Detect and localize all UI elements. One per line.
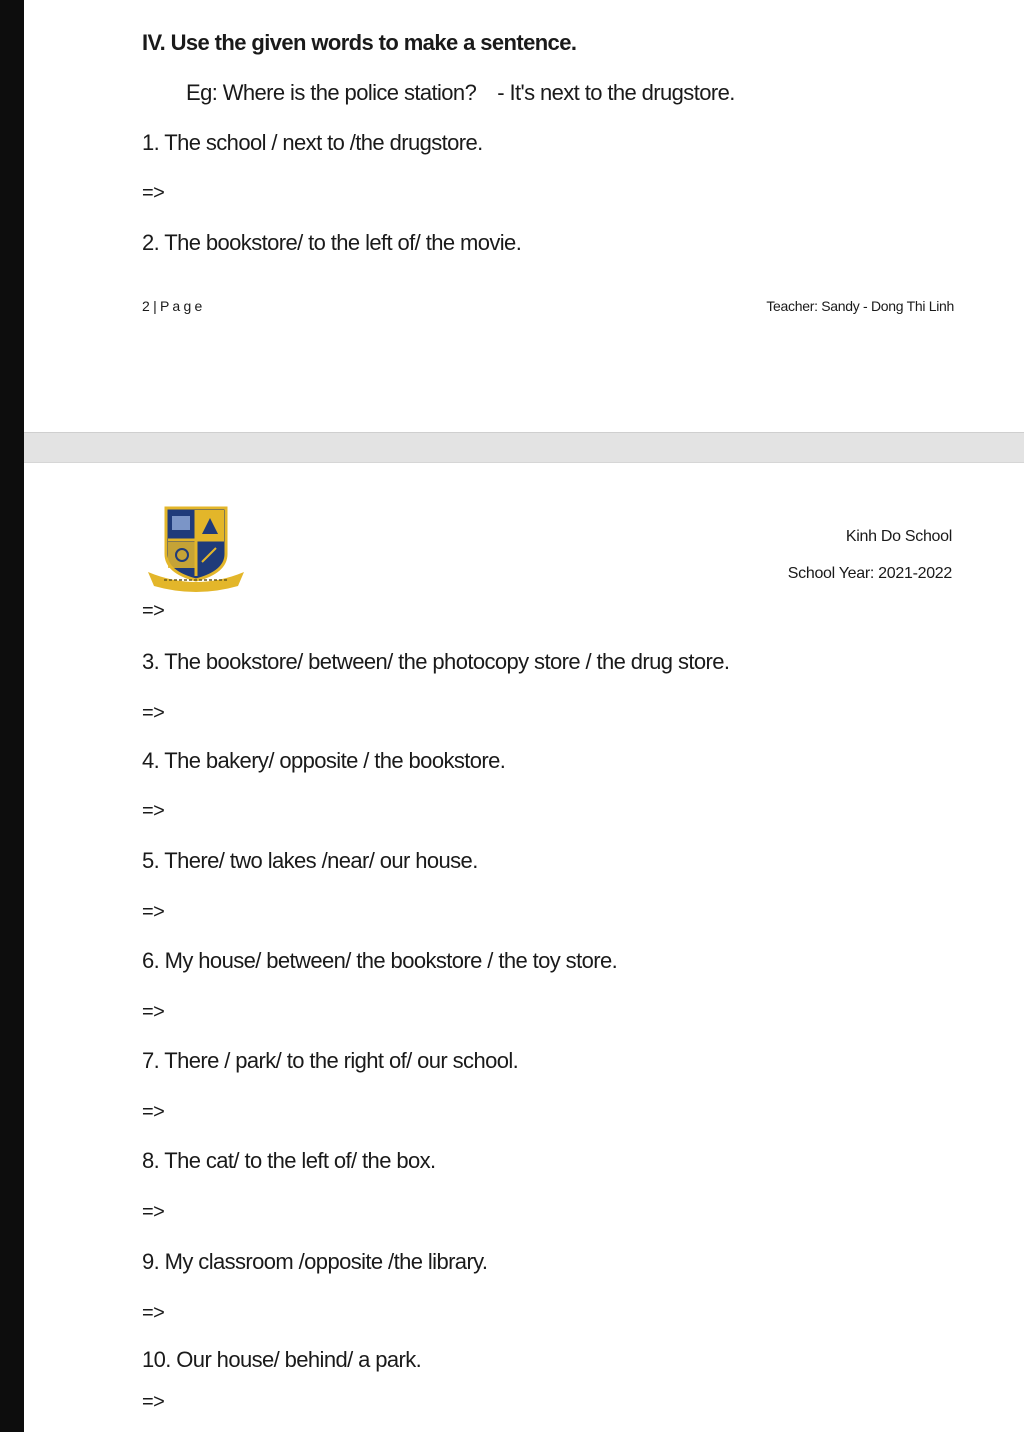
- answer-marker-4: =>: [142, 800, 165, 822]
- school-crest-icon: [144, 502, 248, 592]
- exercise-item-8: 8. The cat/ to the left of/ the box.: [142, 1148, 436, 1173]
- exercise-item-10: 10. Our house/ behind/ a park.: [142, 1347, 422, 1372]
- exercise-item-6: 6. My house/ between/ the bookstore / the toy store.: [142, 948, 618, 973]
- viewer-left-bar: [0, 0, 24, 1432]
- answer-marker-9: =>: [142, 1302, 165, 1324]
- exercise-item-3: 3. The bookstore/ between/ the photocopy store / the drug store.: [142, 649, 730, 674]
- answer-marker-10: =>: [142, 1391, 165, 1413]
- answer-marker-1: =>: [142, 182, 165, 204]
- section-heading: IV. Use the given words to make a sentence.: [142, 30, 577, 55]
- example-label: Eg:: [186, 80, 218, 105]
- answer-marker-6: =>: [142, 1001, 165, 1023]
- school-year: School Year: 2021-2022: [787, 565, 952, 582]
- answer-marker-8: =>: [142, 1201, 165, 1223]
- exercise-item-7: 7. There / park/ to the right of/ our school.: [142, 1048, 519, 1073]
- answer-marker-2: =>: [142, 600, 165, 622]
- exercise-item-2: 2. The bookstore/ to the left of/ the movie.: [142, 230, 522, 255]
- example-question: Where is the police station?: [222, 80, 477, 105]
- answer-marker-3: =>: [142, 702, 165, 724]
- exercise-item-5: 5. There/ two lakes /near/ our house.: [142, 848, 478, 873]
- page-break: [24, 432, 1024, 463]
- example-answer: - It's next to the drugstore.: [497, 80, 735, 105]
- exercise-item-1: 1. The school / next to /the drugstore.: [142, 130, 483, 155]
- school-name: Kinh Do School: [845, 528, 952, 545]
- footer-page-number: 2 | P a g e: [142, 298, 203, 314]
- exercise-item-4: 4. The bakery/ opposite / the bookstore.: [142, 748, 506, 773]
- example-line: [186, 80, 735, 106]
- answer-marker-7: =>: [142, 1101, 165, 1123]
- exercise-item-9: 9. My classroom /opposite /the library.: [142, 1249, 488, 1274]
- answer-marker-5: =>: [142, 901, 165, 923]
- footer-teacher: Teacher: Sandy - Dong Thi Linh: [766, 298, 954, 314]
